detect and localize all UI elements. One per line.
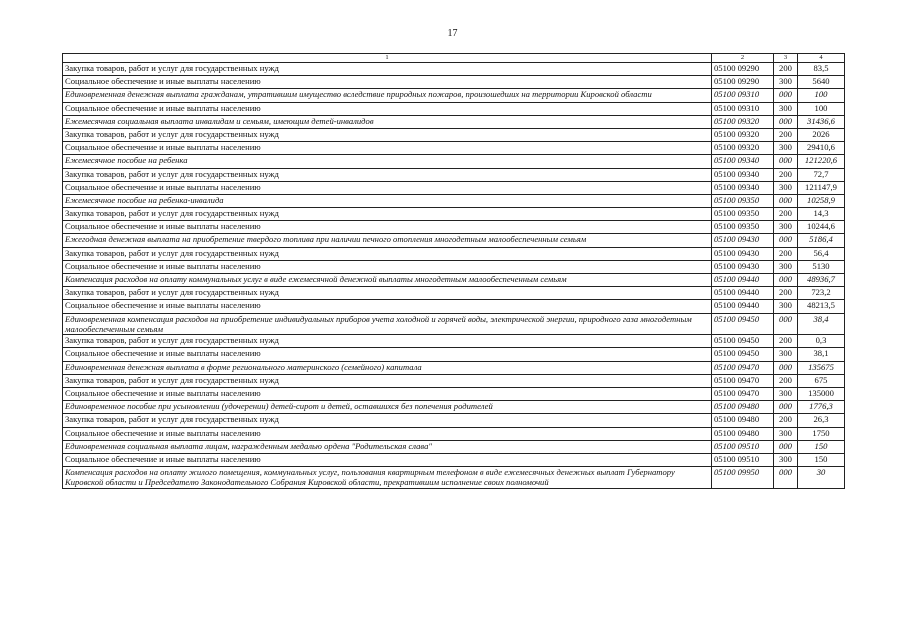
row-type-cell: 000 bbox=[774, 155, 798, 168]
row-sum-cell: 723,2 bbox=[798, 287, 845, 300]
row-type-cell: 200 bbox=[774, 208, 798, 221]
row-code-cell: 05100 09310 bbox=[712, 102, 774, 115]
row-type-cell: 300 bbox=[774, 300, 798, 313]
row-sum-cell: 72,7 bbox=[798, 168, 845, 181]
row-name-cell: Социальное обеспечение и иные выплаты населению bbox=[63, 427, 712, 440]
table-row bbox=[63, 414, 845, 427]
row-name-cell: Социальное обеспечение и иные выплаты населению bbox=[63, 260, 712, 273]
row-sum-cell: 10244,6 bbox=[798, 221, 845, 234]
row-sum-cell: 31436,6 bbox=[798, 115, 845, 128]
row-code-cell: 05100 09470 bbox=[712, 361, 774, 374]
row-type-cell: 300 bbox=[774, 102, 798, 115]
row-code-cell: 05100 09950 bbox=[712, 467, 774, 489]
row-code-cell: 05100 09350 bbox=[712, 194, 774, 207]
row-sum-cell: 1750 bbox=[798, 427, 845, 440]
row-name-cell: Закупка товаров, работ и услуг для государственных нужд bbox=[63, 208, 712, 221]
row-code-cell: 05100 09450 bbox=[712, 313, 774, 335]
table-row bbox=[63, 102, 845, 115]
row-name-cell: Социальное обеспечение и иные выплаты населению bbox=[63, 300, 712, 313]
table-row bbox=[63, 427, 845, 440]
table-row bbox=[63, 63, 845, 76]
row-code-cell: 05100 09430 bbox=[712, 247, 774, 260]
row-type-cell: 000 bbox=[774, 115, 798, 128]
row-sum-cell: 150 bbox=[798, 440, 845, 453]
row-name-cell: Социальное обеспечение и иные выплаты населению bbox=[63, 348, 712, 361]
row-name-cell: Ежемесячное пособие на ребенка-инвалида bbox=[63, 194, 712, 207]
row-code-cell: 05100 09450 bbox=[712, 335, 774, 348]
row-name-cell: Компенсация расходов на оплату коммунальных услуг в виде ежемесячной денежной выплаты многодетным малообеспеченным семьям bbox=[63, 274, 712, 287]
row-name-cell: Ежегодная денежная выплата на приобретение твердого топлива при наличии печного отопления многодетным малообеспеченным семьям bbox=[63, 234, 712, 247]
row-code-cell: 05100 09340 bbox=[712, 155, 774, 168]
row-code-cell: 05100 09510 bbox=[712, 440, 774, 453]
row-code-cell: 05100 09440 bbox=[712, 300, 774, 313]
row-code-cell: 05100 09510 bbox=[712, 453, 774, 466]
row-name-cell: Социальное обеспечение и иные выплаты населению bbox=[63, 181, 712, 194]
row-code-cell: 05100 09350 bbox=[712, 208, 774, 221]
table-row bbox=[63, 313, 845, 335]
row-type-cell: 300 bbox=[774, 427, 798, 440]
row-name-cell: Компенсация расходов на оплату жилого помещения, коммунальных услуг, пользования квартирным телефоном в виде ежемесячных денежных выплат Губернатору Кировской области и Председателю Законодательного Собрания Кировской области, прекратившим исполнение своих полномочий bbox=[63, 467, 712, 489]
table-row bbox=[63, 401, 845, 414]
row-name-cell: Социальное обеспечение и иные выплаты населению bbox=[63, 387, 712, 400]
row-sum-cell: 5640 bbox=[798, 76, 845, 89]
row-name-cell: Закупка товаров, работ и услуг для государственных нужд bbox=[63, 287, 712, 300]
table-header-row bbox=[63, 54, 845, 63]
row-sum-cell: 121147,9 bbox=[798, 181, 845, 194]
row-code-cell: 05100 09340 bbox=[712, 168, 774, 181]
table-row bbox=[63, 335, 845, 348]
table-row bbox=[63, 440, 845, 453]
row-name-cell: Социальное обеспечение и иные выплаты населению bbox=[63, 142, 712, 155]
row-name-cell: Ежемесячное пособие на ребенка bbox=[63, 155, 712, 168]
table-row bbox=[63, 247, 845, 260]
table-row bbox=[63, 168, 845, 181]
row-sum-cell: 10258,9 bbox=[798, 194, 845, 207]
row-code-cell: 05100 09290 bbox=[712, 63, 774, 76]
table-row bbox=[63, 274, 845, 287]
row-sum-cell: 38,4 bbox=[798, 313, 845, 335]
row-sum-cell: 48213,5 bbox=[798, 300, 845, 313]
row-name-cell: Социальное обеспечение и иные выплаты населению bbox=[63, 453, 712, 466]
table-row bbox=[63, 221, 845, 234]
row-type-cell: 300 bbox=[774, 260, 798, 273]
header-col-1: 1 bbox=[63, 54, 712, 63]
row-code-cell: 05100 09430 bbox=[712, 234, 774, 247]
row-sum-cell: 38,1 bbox=[798, 348, 845, 361]
row-code-cell: 05100 09430 bbox=[712, 260, 774, 273]
table-row bbox=[63, 208, 845, 221]
row-type-cell: 200 bbox=[774, 335, 798, 348]
row-name-cell: Единовременная социальная выплата лицам, награжденным медалью ордена "Родительская слава" bbox=[63, 440, 712, 453]
row-type-cell: 300 bbox=[774, 221, 798, 234]
row-code-cell: 05100 09340 bbox=[712, 181, 774, 194]
budget-table bbox=[62, 53, 845, 489]
row-code-cell: 05100 09320 bbox=[712, 115, 774, 128]
row-type-cell: 300 bbox=[774, 142, 798, 155]
row-sum-cell: 26,3 bbox=[798, 414, 845, 427]
row-sum-cell: 1776,3 bbox=[798, 401, 845, 414]
row-name-cell: Закупка товаров, работ и услуг для государственных нужд bbox=[63, 414, 712, 427]
header-col-2: 2 bbox=[712, 54, 774, 63]
row-name-cell: Закупка товаров, работ и услуг для государственных нужд bbox=[63, 168, 712, 181]
row-name-cell: Единовременная компенсация расходов на приобретение индивидуальных приборов учета холодной и горячей воды, электрической энергии, природного газа многодетным малообеспеченным семьям bbox=[63, 313, 712, 335]
row-sum-cell: 83,5 bbox=[798, 63, 845, 76]
row-type-cell: 000 bbox=[774, 361, 798, 374]
row-code-cell: 05100 09320 bbox=[712, 142, 774, 155]
row-type-cell: 200 bbox=[774, 247, 798, 260]
table-row bbox=[63, 453, 845, 466]
table-row bbox=[63, 361, 845, 374]
row-sum-cell: 29410,6 bbox=[798, 142, 845, 155]
row-name-cell: Закупка товаров, работ и услуг для государственных нужд bbox=[63, 374, 712, 387]
row-name-cell: Закупка товаров, работ и услуг для государственных нужд bbox=[63, 128, 712, 141]
table-row bbox=[63, 387, 845, 400]
table-row bbox=[63, 300, 845, 313]
row-type-cell: 200 bbox=[774, 287, 798, 300]
row-type-cell: 300 bbox=[774, 348, 798, 361]
row-code-cell: 05100 09290 bbox=[712, 76, 774, 89]
row-sum-cell: 100 bbox=[798, 102, 845, 115]
row-type-cell: 000 bbox=[774, 274, 798, 287]
row-sum-cell: 5186,4 bbox=[798, 234, 845, 247]
row-sum-cell: 14,3 bbox=[798, 208, 845, 221]
row-name-cell: Социальное обеспечение и иные выплаты населению bbox=[63, 102, 712, 115]
table-row bbox=[63, 128, 845, 141]
row-type-cell: 300 bbox=[774, 387, 798, 400]
table-row bbox=[63, 115, 845, 128]
row-sum-cell: 56,4 bbox=[798, 247, 845, 260]
table-row bbox=[63, 142, 845, 155]
row-sum-cell: 0,3 bbox=[798, 335, 845, 348]
row-sum-cell: 675 bbox=[798, 374, 845, 387]
row-sum-cell: 30 bbox=[798, 467, 845, 489]
row-type-cell: 000 bbox=[774, 440, 798, 453]
row-sum-cell: 100 bbox=[798, 89, 845, 102]
row-code-cell: 05100 09470 bbox=[712, 374, 774, 387]
row-type-cell: 200 bbox=[774, 168, 798, 181]
row-name-cell: Ежемесячная социальная выплата инвалидам и семьям, имеющим детей-инвалидов bbox=[63, 115, 712, 128]
row-code-cell: 05100 09480 bbox=[712, 427, 774, 440]
row-name-cell: Единовременная денежная выплата гражданам, утратившим имущество вследствие природных пожаров, произошедших на территории Кировской области bbox=[63, 89, 712, 102]
row-name-cell: Закупка товаров, работ и услуг для государственных нужд bbox=[63, 63, 712, 76]
row-code-cell: 05100 09480 bbox=[712, 401, 774, 414]
table-row bbox=[63, 89, 845, 102]
row-type-cell: 000 bbox=[774, 194, 798, 207]
row-name-cell: Единовременное пособие при усыновлении (удочерении) детей-сирот и детей, оставшихся без попечения родителей bbox=[63, 401, 712, 414]
header-col-3: 3 bbox=[774, 54, 798, 63]
row-type-cell: 200 bbox=[774, 128, 798, 141]
table-row bbox=[63, 76, 845, 89]
row-sum-cell: 135000 bbox=[798, 387, 845, 400]
table-row bbox=[63, 260, 845, 273]
row-code-cell: 05100 09470 bbox=[712, 387, 774, 400]
row-code-cell: 05100 09320 bbox=[712, 128, 774, 141]
row-type-cell: 300 bbox=[774, 76, 798, 89]
row-code-cell: 05100 09440 bbox=[712, 274, 774, 287]
table-row bbox=[63, 234, 845, 247]
row-code-cell: 05100 09450 bbox=[712, 348, 774, 361]
row-type-cell: 000 bbox=[774, 89, 798, 102]
row-sum-cell: 121220,6 bbox=[798, 155, 845, 168]
row-sum-cell: 2026 bbox=[798, 128, 845, 141]
row-type-cell: 200 bbox=[774, 374, 798, 387]
page-number: 17 bbox=[447, 28, 458, 39]
row-code-cell: 05100 09440 bbox=[712, 287, 774, 300]
row-type-cell: 200 bbox=[774, 63, 798, 76]
row-name-cell: Закупка товаров, работ и услуг для государственных нужд bbox=[63, 335, 712, 348]
row-name-cell: Закупка товаров, работ и услуг для государственных нужд bbox=[63, 247, 712, 260]
table-row bbox=[63, 348, 845, 361]
row-type-cell: 300 bbox=[774, 453, 798, 466]
row-name-cell: Единовременная денежная выплата в форме регионального материнского (семейного) капитала bbox=[63, 361, 712, 374]
row-name-cell: Социальное обеспечение и иные выплаты населению bbox=[63, 221, 712, 234]
table-row bbox=[63, 287, 845, 300]
table-row bbox=[63, 181, 845, 194]
row-code-cell: 05100 09310 bbox=[712, 89, 774, 102]
row-type-cell: 000 bbox=[774, 467, 798, 489]
header-col-4: 4 bbox=[798, 54, 845, 63]
row-type-cell: 200 bbox=[774, 414, 798, 427]
row-type-cell: 000 bbox=[774, 234, 798, 247]
table-row bbox=[63, 374, 845, 387]
table-row bbox=[63, 467, 845, 489]
row-sum-cell: 5130 bbox=[798, 260, 845, 273]
row-name-cell: Социальное обеспечение и иные выплаты населению bbox=[63, 76, 712, 89]
row-type-cell: 000 bbox=[774, 401, 798, 414]
row-sum-cell: 48936,7 bbox=[798, 274, 845, 287]
table-row bbox=[63, 155, 845, 168]
row-type-cell: 000 bbox=[774, 313, 798, 335]
row-type-cell: 300 bbox=[774, 181, 798, 194]
row-sum-cell: 150 bbox=[798, 453, 845, 466]
row-code-cell: 05100 09480 bbox=[712, 414, 774, 427]
row-code-cell: 05100 09350 bbox=[712, 221, 774, 234]
table-row bbox=[63, 194, 845, 207]
row-sum-cell: 135675 bbox=[798, 361, 845, 374]
